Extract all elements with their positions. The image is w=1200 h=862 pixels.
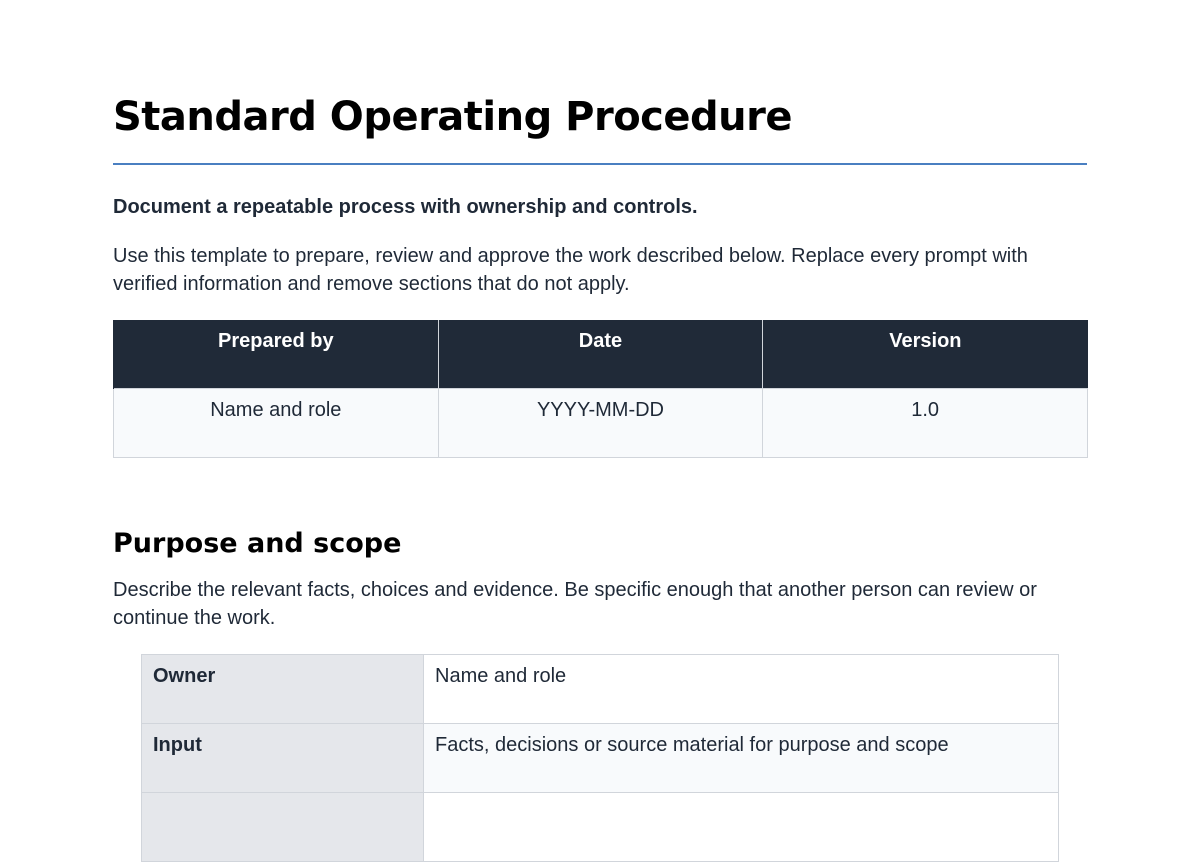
table-row <box>142 655 1059 724</box>
metadata-value-row <box>114 388 1088 457</box>
value-prepared-by[interactable]: Name and role <box>114 388 439 457</box>
metadata-table <box>113 320 1088 458</box>
detail-table <box>141 654 1059 862</box>
header-prepared-by: Prepared by <box>114 320 439 388</box>
row-label-input: Input <box>142 724 424 793</box>
title-divider <box>113 163 1087 165</box>
section-heading: Purpose and scope <box>113 528 402 559</box>
header-version: Version <box>763 320 1088 388</box>
row-value-owner[interactable]: Name and role <box>424 655 1059 724</box>
document-intro: Use this template to prepare, review and approve the work described below. Replace every prompt with verified information and remove sections that do not apply. <box>113 245 1028 295</box>
header-date: Date <box>438 320 763 388</box>
value-version[interactable]: 1.0 <box>763 388 1088 457</box>
document-subtitle: Document a repeatable process with ownership and controls. <box>113 196 698 218</box>
table-row <box>142 724 1059 793</box>
row-label-next <box>142 793 424 862</box>
value-date[interactable]: YYYY-MM-DD <box>438 388 763 457</box>
row-value-next[interactable] <box>424 793 1059 862</box>
metadata-header-row <box>114 320 1088 388</box>
row-value-input[interactable]: Facts, decisions or source material for purpose and scope <box>424 724 1059 793</box>
section-body: Describe the relevant facts, choices and evidence. Be specific enough that another person can review or continue the work. <box>113 579 1037 629</box>
table-row <box>142 793 1059 862</box>
document-title: Standard Operating Procedure <box>113 94 792 140</box>
row-label-owner: Owner <box>142 655 424 724</box>
